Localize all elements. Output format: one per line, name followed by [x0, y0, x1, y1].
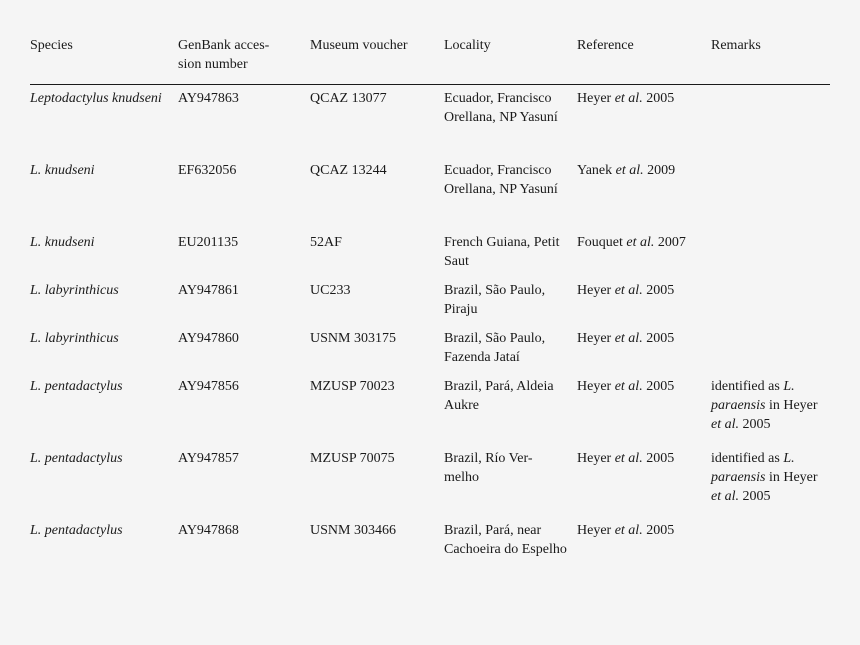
- cell-ref-author: Fouquet: [577, 235, 623, 250]
- cell-locality: Brazil, São Paulo, Piraju: [444, 283, 546, 317]
- cell-voucher: QCAZ 13244: [310, 163, 387, 178]
- locality-cell: [444, 161, 577, 233]
- cell-remarks-pre: identified as: [711, 379, 784, 394]
- cell-genbank: EF632056: [178, 163, 237, 178]
- locality-cell: [444, 85, 577, 162]
- reference-cell: [577, 161, 711, 233]
- species-cell: [30, 161, 178, 233]
- cell-ref-author: Heyer: [577, 331, 612, 346]
- cell-ref-etal: et al.: [614, 379, 643, 394]
- header-genbank: GenBank acces- sion number: [178, 34, 310, 85]
- table-row: [30, 329, 830, 377]
- species-cell: [30, 281, 178, 329]
- cell-ref-year: 2005: [646, 379, 675, 394]
- cell-voucher: UC233: [310, 283, 351, 298]
- cell-voucher: QCAZ 13077: [310, 91, 387, 106]
- genbank-cell: [178, 521, 310, 593]
- remarks-cell: [711, 281, 830, 329]
- genbank-cell: [178, 329, 310, 377]
- cell-locality: Brazil, Pará, near Cachoeira do Espelho: [444, 523, 567, 557]
- reference-cell: [577, 449, 711, 521]
- cell-species: L. knudseni: [30, 163, 95, 178]
- locality-cell: [444, 449, 577, 521]
- cell-species: L. labyrinthicus: [30, 283, 119, 298]
- voucher-cell: [310, 85, 444, 162]
- remarks-cell: [711, 85, 830, 162]
- species-cell: [30, 329, 178, 377]
- cell-ref-author: Heyer: [577, 379, 612, 394]
- cell-remarks-it1: L. paraensis: [711, 451, 795, 485]
- header-voucher: Museum voucher: [310, 34, 444, 85]
- remarks-cell: [711, 449, 830, 521]
- cell-ref-etal: et al.: [614, 523, 643, 538]
- header-species: Species: [30, 34, 178, 85]
- table-row: [30, 449, 830, 521]
- cell-ref-year: 2005: [646, 283, 675, 298]
- cell-ref-author: Heyer: [577, 91, 612, 106]
- cell-voucher: USNM 303175: [310, 331, 396, 346]
- cell-genbank: EU201135: [178, 235, 239, 250]
- table-body: [30, 85, 830, 594]
- cell-genbank: AY947861: [178, 283, 239, 298]
- cell-remarks-it2: et al.: [711, 489, 739, 504]
- reference-cell: [577, 85, 711, 162]
- cell-voucher: MZUSP 70075: [310, 451, 395, 466]
- locality-cell: [444, 329, 577, 377]
- cell-ref-author: Heyer: [577, 523, 612, 538]
- locality-cell: [444, 281, 577, 329]
- reference-cell: [577, 329, 711, 377]
- cell-ref-etal: et al.: [626, 235, 655, 250]
- cell-ref-etal: et al.: [614, 451, 643, 466]
- specimen-table: [30, 34, 830, 593]
- cell-ref-etal: et al.: [614, 331, 643, 346]
- cell-genbank: AY947860: [178, 331, 239, 346]
- cell-remarks-mid: in Heyer: [765, 398, 818, 413]
- cell-genbank: AY947868: [178, 523, 239, 538]
- reference-cell: [577, 281, 711, 329]
- table-header-row: [30, 34, 830, 85]
- header-remarks: Remarks: [711, 34, 830, 85]
- cell-locality: Brazil, Río Ver- melho: [444, 451, 533, 485]
- cell-locality: French Guiana, Petit Saut: [444, 235, 560, 269]
- remarks-cell: [711, 233, 830, 281]
- remarks-cell: [711, 521, 830, 593]
- cell-species: L. knudseni: [30, 235, 95, 250]
- cell-voucher: 52AF: [310, 235, 342, 250]
- cell-ref-author: Yanek: [577, 163, 613, 178]
- table-row: [30, 377, 830, 449]
- cell-locality: Ecuador, Francisco Orellana, NP Yasuní: [444, 91, 558, 125]
- voucher-cell: [310, 281, 444, 329]
- cell-remarks-it2: et al.: [711, 417, 739, 432]
- cell-ref-year: 2005: [646, 91, 675, 106]
- cell-remarks-post: 2005: [739, 489, 771, 504]
- genbank-cell: [178, 161, 310, 233]
- cell-ref-year: 2005: [646, 451, 675, 466]
- species-cell: [30, 85, 178, 162]
- cell-species: L. pentadactylus: [30, 379, 123, 394]
- species-cell: [30, 377, 178, 449]
- cell-ref-year: 2009: [647, 163, 676, 178]
- cell-genbank: AY947863: [178, 91, 239, 106]
- voucher-cell: [310, 233, 444, 281]
- cell-ref-year: 2005: [646, 523, 675, 538]
- remarks-cell: [711, 161, 830, 233]
- cell-voucher: USNM 303466: [310, 523, 396, 538]
- genbank-cell: [178, 449, 310, 521]
- cell-ref-author: Heyer: [577, 283, 612, 298]
- genbank-cell: [178, 85, 310, 162]
- remarks-cell: [711, 377, 830, 449]
- species-cell: [30, 233, 178, 281]
- species-cell: [30, 449, 178, 521]
- species-cell: [30, 521, 178, 593]
- voucher-cell: [310, 449, 444, 521]
- voucher-cell: [310, 161, 444, 233]
- cell-locality: Brazil, Pará, Aldeia Aukre: [444, 379, 554, 413]
- voucher-cell: [310, 377, 444, 449]
- cell-remarks-mid: in Heyer: [765, 470, 818, 485]
- cell-species: L. pentadactylus: [30, 451, 123, 466]
- cell-species: L. pentadactylus: [30, 523, 123, 538]
- cell-remarks-pre: identified as: [711, 451, 784, 466]
- cell-remarks-post: 2005: [739, 417, 771, 432]
- genbank-cell: [178, 377, 310, 449]
- remarks-cell: [711, 329, 830, 377]
- cell-ref-author: Heyer: [577, 451, 612, 466]
- table-row: [30, 281, 830, 329]
- reference-cell: [577, 377, 711, 449]
- locality-cell: [444, 521, 577, 593]
- header-locality: Locality: [444, 34, 577, 85]
- reference-cell: [577, 233, 711, 281]
- table-row: [30, 85, 830, 162]
- voucher-cell: [310, 329, 444, 377]
- table-row: [30, 521, 830, 593]
- genbank-cell: [178, 281, 310, 329]
- table-row: [30, 233, 830, 281]
- header-reference: Reference: [577, 34, 711, 85]
- locality-cell: [444, 377, 577, 449]
- cell-ref-etal: et al.: [614, 91, 643, 106]
- cell-ref-year: 2007: [657, 235, 686, 250]
- cell-locality: Brazil, São Paulo, Fazenda Jataí: [444, 331, 546, 365]
- genbank-cell: [178, 233, 310, 281]
- cell-genbank: AY947857: [178, 451, 239, 466]
- cell-genbank: AY947856: [178, 379, 239, 394]
- reference-cell: [577, 521, 711, 593]
- voucher-cell: [310, 521, 444, 593]
- cell-voucher: MZUSP 70023: [310, 379, 395, 394]
- cell-locality: Ecuador, Francisco Orellana, NP Yasuní: [444, 163, 558, 197]
- cell-ref-etal: et al.: [615, 163, 644, 178]
- cell-ref-year: 2005: [646, 331, 675, 346]
- locality-cell: [444, 233, 577, 281]
- cell-remarks-it1: L. paraensis: [711, 379, 795, 413]
- cell-species: Leptodactylus knudseni: [30, 91, 162, 106]
- cell-ref-etal: et al.: [614, 283, 643, 298]
- cell-species: L. labyrinthicus: [30, 331, 119, 346]
- table-row: [30, 161, 830, 233]
